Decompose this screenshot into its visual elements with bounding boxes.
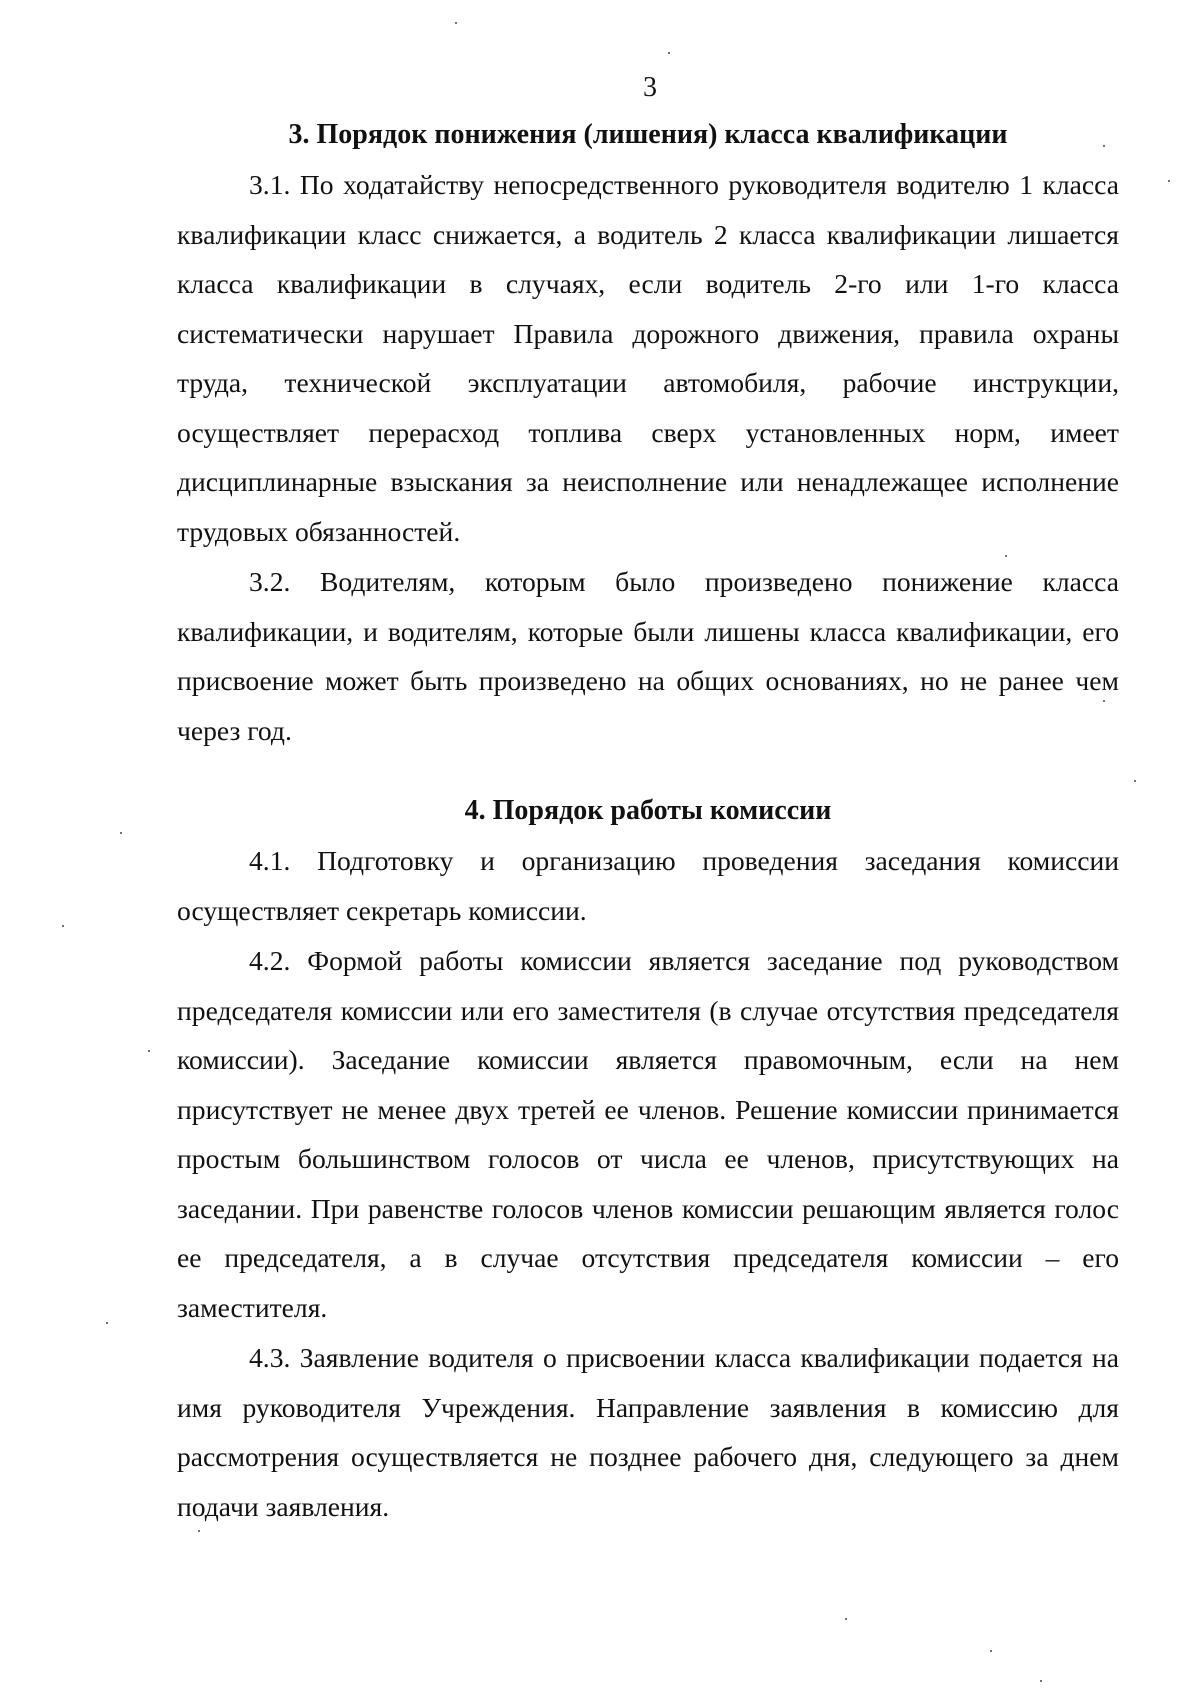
scan-speck <box>455 22 457 24</box>
section-4 <box>177 786 1119 1531</box>
section-heading-4: 4. Порядок работы комиссии <box>464 795 832 826</box>
scan-speck <box>668 52 670 54</box>
page-number: 3 <box>643 72 657 103</box>
section-3 <box>177 110 1119 755</box>
scan-speck <box>845 1618 847 1620</box>
scan-speck <box>1005 555 1007 557</box>
document-body <box>177 110 1119 1531</box>
scan-speck <box>1168 180 1170 182</box>
scan-speck <box>1040 1680 1042 1682</box>
scan-speck <box>62 925 64 927</box>
scan-speck <box>198 1530 200 1532</box>
paragraph-4-2: 4.2. Формой работы комиссии является заседание под руководством председателя комиссии или его заместителя (в случае отсутствия председателя комиссии). Заседание комиссии является правомочным, если на нем присутствует не менее двух третей ее членов. Решение комиссии принимается простым большинством голосов от числа ее членов, присутствующих на заседании. При равенстве голосов членов комиссии решающим является голос ее председателя, а в случае отсутствия председателя комиссии – его заместителя. <box>177 945 1119 1323</box>
scan-speck <box>990 1650 992 1652</box>
scan-speck <box>1103 700 1105 702</box>
paragraph-4-3: 4.3. Заявление водителя о присвоении класса квалификации подается на имя руководителя Учреждения. Направление заявления в комиссию для рассмотрения осуществляется не позднее рабочего дня, следующего за днем подачи заявления. <box>177 1342 1119 1522</box>
scan-speck <box>148 1050 150 1052</box>
paragraph-3-2: 3.2. Водителям, которым было произведено понижение класса квалификации, и водителям, которые были лишены класса квалификации, его присвоение может быть произведено на общих основаниях, но не ранее чем через год. <box>177 566 1119 746</box>
paragraph-4-1: 4.1. Подготовку и организацию проведения заседания комиссии осуществляет секретарь комиссии. <box>177 845 1119 926</box>
paragraph-3-1: 3.1. По ходатайству непосредственного руководителя водителю 1 класса квалификации класс снижается, а водитель 2 класса квалификации лишается класса квалификации в случаях, если водитель 2-го или 1-го класса систематически нарушает Правила дорожного движения, правила охраны труда, технической эксплуатации автомобиля, рабочие инструкции, осуществляет перерасход топлива сверх установленных норм, имеет дисциплинарные взыскания за неисполнение или ненадлежащее исполнение трудовых обязанностей. <box>177 169 1119 547</box>
scan-speck <box>1103 145 1105 147</box>
scan-speck <box>106 1322 108 1324</box>
scan-speck <box>120 832 122 834</box>
section-heading-3: 3. Порядок понижения (лишения) класса квалификации <box>288 119 1008 150</box>
section-spacer <box>177 755 1119 786</box>
scan-speck <box>1134 780 1136 782</box>
